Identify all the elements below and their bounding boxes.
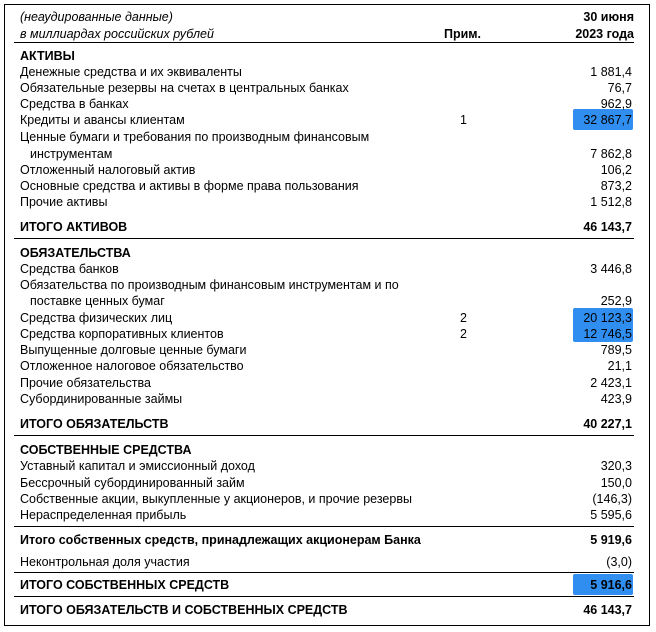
cell-value: 46 143,7 xyxy=(583,220,632,234)
cell-label: Нераспределенная прибыль xyxy=(20,508,187,522)
cell-label: Субординированные займы xyxy=(20,392,183,406)
cell-value: 20 123,3 xyxy=(583,311,632,325)
cell-note: 2 xyxy=(460,327,467,341)
cell-value: 2 423,1 xyxy=(590,376,632,390)
table-row xyxy=(14,507,634,523)
cell-label: ИТОГО ОБЯЗАТЕЛЬСТВ xyxy=(20,417,169,431)
table-row xyxy=(14,194,634,210)
date-header-line2: 2023 года xyxy=(575,27,634,41)
cell-label: Денежные средства и их эквиваленты xyxy=(20,65,242,79)
table-row xyxy=(14,554,634,570)
table-row xyxy=(14,178,634,194)
table-row xyxy=(14,80,634,96)
bank-equity-rule xyxy=(14,526,634,527)
table-row xyxy=(14,261,634,277)
grand-total-rule xyxy=(14,596,634,597)
table-row xyxy=(14,458,634,474)
total-equity-rule xyxy=(14,572,634,573)
cell-label: Обязательства по производным финансовым инструментам и по xyxy=(20,278,399,292)
unaudited-caption: (неаудированные данные) xyxy=(20,10,173,24)
cell-label: Кредиты и авансы клиентам xyxy=(20,113,185,127)
cell-value: 7 862,8 xyxy=(590,147,632,161)
cell-label: Итого собственных средств, принадлежащих акционерам Банка xyxy=(20,533,421,547)
units-caption: в миллиардах российских рублей xyxy=(20,27,214,41)
cell-value: 5 916,6 xyxy=(590,578,632,592)
cell-value: 252,9 xyxy=(600,294,632,308)
cell-label: Обязательные резервы на счетах в центральных банках xyxy=(20,81,349,95)
cell-value: 21,1 xyxy=(607,359,632,373)
cell-value: 873,2 xyxy=(600,179,632,193)
total-equity-row xyxy=(14,577,634,593)
cell-label: Основные средства и активы в форме права пользования xyxy=(20,179,359,193)
total-liabilities-row xyxy=(14,416,634,432)
cell-value: 5 919,6 xyxy=(590,533,632,547)
table-row xyxy=(14,112,634,128)
cell-value: 1 512,8 xyxy=(590,195,632,209)
table-row xyxy=(14,491,634,507)
cell-label: Отложенное налоговое обязательство xyxy=(20,359,244,373)
cell-label: ОБЯЗАТЕЛЬСТВА xyxy=(20,246,131,260)
table-row xyxy=(14,310,634,326)
cell-value: 962,9 xyxy=(600,97,632,111)
cell-note: 2 xyxy=(460,311,467,325)
cell-label: Прочие активы xyxy=(20,195,108,209)
table-row xyxy=(14,96,634,112)
cell-label: Средства банков xyxy=(20,262,119,276)
section-assets xyxy=(14,48,634,64)
table-row xyxy=(14,326,634,342)
section-liabilities xyxy=(14,245,634,261)
table-row xyxy=(14,391,634,407)
total-liabilities-rule xyxy=(14,435,634,436)
cell-value: 1 881,4 xyxy=(590,65,632,79)
cell-label: Отложенный налоговый актив xyxy=(20,163,196,177)
header-rule xyxy=(14,42,634,43)
grand-total-row xyxy=(14,602,634,618)
table-row xyxy=(14,129,634,145)
table-row xyxy=(14,293,634,309)
cell-label: СОБСТВЕННЫЕ СРЕДСТВА xyxy=(20,443,192,457)
cell-label: Выпущенные долговые ценные бумаги xyxy=(20,343,247,357)
cell-label: Средства физических лиц xyxy=(20,311,173,325)
table-header xyxy=(14,8,634,46)
cell-value: 789,5 xyxy=(600,343,632,357)
cell-value: 12 746,5 xyxy=(583,327,632,341)
cell-label: ИТОГО СОБСТВЕННЫХ СРЕДСТВ xyxy=(20,578,230,592)
cell-value: (146,3) xyxy=(592,492,632,506)
cell-value: 32 867,7 xyxy=(583,113,632,127)
cell-value: 106,2 xyxy=(600,163,632,177)
total-assets-row xyxy=(14,219,634,235)
cell-label: АКТИВЫ xyxy=(20,49,75,63)
table-row xyxy=(14,162,634,178)
cell-value: (3,0) xyxy=(606,555,632,569)
cell-label: Неконтрольная доля участия xyxy=(20,555,190,569)
cell-value: 40 227,1 xyxy=(583,417,632,431)
cell-label: Средства в банках xyxy=(20,97,129,111)
cell-label: Ценные бумаги и требования по производным финансовым xyxy=(20,130,370,144)
section-equity xyxy=(14,442,634,458)
table-row xyxy=(14,475,634,491)
cell-value: 46 143,7 xyxy=(583,603,632,617)
cell-label: Собственные акции, выкупленные у акционеров, и прочие резервы xyxy=(20,492,412,506)
cell-value: 320,3 xyxy=(600,459,632,473)
cell-label: ИТОГО АКТИВОВ xyxy=(20,220,128,234)
table-row xyxy=(14,375,634,391)
cell-label: инструментам xyxy=(30,147,113,161)
cell-value: 423,9 xyxy=(600,392,632,406)
table-row xyxy=(14,146,634,162)
cell-value: 150,0 xyxy=(600,476,632,490)
cell-value: 3 446,8 xyxy=(590,262,632,276)
date-header-line1: 30 июня xyxy=(583,10,634,24)
cell-value: 76,7 xyxy=(607,81,632,95)
total-assets-rule xyxy=(14,238,634,239)
cell-value: 5 595,6 xyxy=(590,508,632,522)
table-row xyxy=(14,64,634,80)
bank-equity-row xyxy=(14,532,634,548)
table-row xyxy=(14,342,634,358)
cell-label: Уставный капитал и эмиссионный доход xyxy=(20,459,255,473)
cell-note: 1 xyxy=(460,113,467,127)
cell-label: Бессрочный субординированный займ xyxy=(20,476,245,490)
table-row xyxy=(14,277,634,293)
cell-label: поставке ценных бумаг xyxy=(30,294,165,308)
cell-label: Средства корпоративных клиентов xyxy=(20,327,224,341)
table-row xyxy=(14,358,634,374)
note-column-header: Прим. xyxy=(444,27,482,41)
cell-label: ИТОГО ОБЯЗАТЕЛЬСТВ И СОБСТВЕННЫХ СРЕДСТВ xyxy=(20,603,348,617)
cell-label: Прочие обязательства xyxy=(20,376,151,390)
